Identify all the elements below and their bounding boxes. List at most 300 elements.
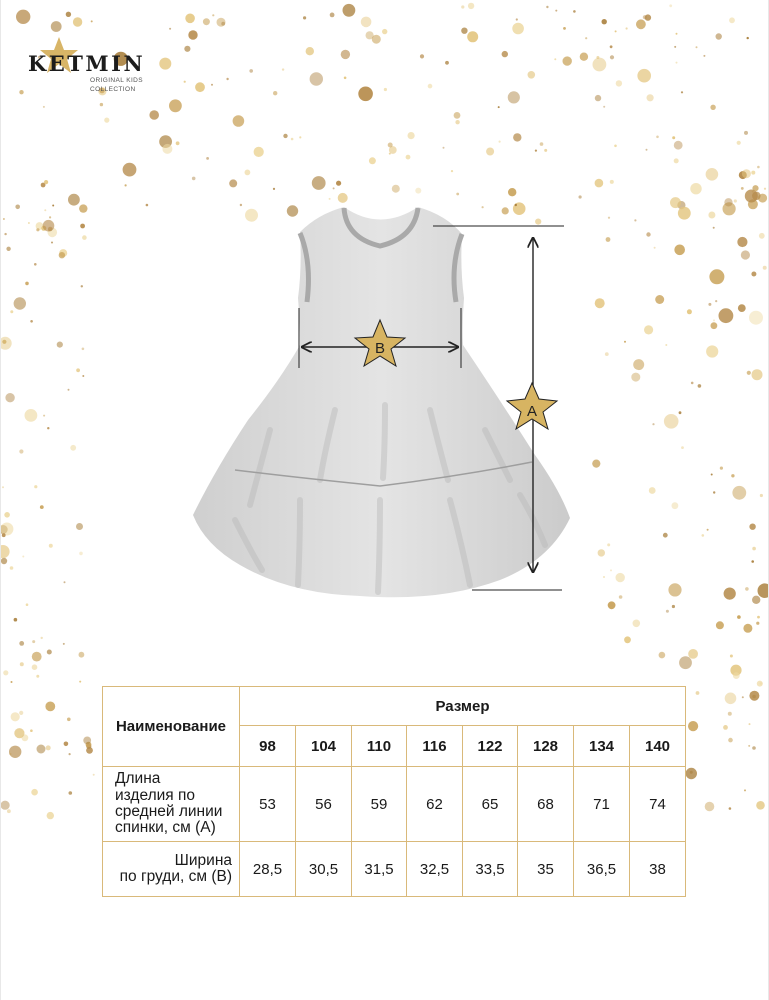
confetti-dot [610,45,613,48]
confetti-dot [546,6,548,8]
confetti-dot [57,342,63,348]
confetti-dot [757,616,760,619]
confetti-dot [760,494,763,497]
confetti-dot [184,81,186,83]
confetti-dot [720,467,723,470]
confetti-dot [467,31,478,42]
confetti-dot [45,702,55,712]
confetti-dot [1,801,10,810]
confetti-dot [15,205,20,210]
confetti-dot [672,136,675,139]
confetti-dot [273,188,275,190]
confetti-dot [672,502,679,509]
confetti-dot [341,50,350,59]
confetti-dot [679,656,692,669]
confetti-dot [80,224,85,229]
confetti-dot [580,53,588,61]
confetti-dot [389,153,391,155]
confetti-dot [64,742,69,747]
confetti-dot [737,237,747,247]
confetti-dot [468,3,474,9]
confetti-dot [420,54,424,58]
confetti-dot [674,158,679,163]
confetti-dot [729,807,732,810]
table-cell: 71 [574,767,630,842]
confetti-dot [82,235,87,240]
logo-tagline-line1: ORIGINAL KIDS [90,77,143,84]
confetti-dot [655,295,664,304]
confetti-dot [603,576,605,578]
confetti-dot [725,693,737,705]
confetti-dot [608,217,610,219]
confetti-dot [603,106,605,108]
confetti-dot [195,82,205,92]
row-label-line: изделия по [115,786,195,804]
confetti-dot [633,359,644,370]
confetti-dot [14,618,18,622]
confetti-dot [26,603,29,606]
confetti-dot [636,19,646,29]
confetti-dot [595,179,604,188]
measure-a-label: A [526,403,538,420]
table-cell: 62 [407,767,463,842]
confetti-dot [676,62,678,64]
confetti-dot [624,636,631,643]
confetti-dot [49,544,53,548]
confetti-dot [79,552,83,556]
confetti-dot [715,300,717,302]
confetti-dot [79,681,81,683]
confetti-dot [454,112,461,119]
row-label-line: Ширина [174,851,232,869]
confetti-dot [76,368,80,372]
confetti-dot [747,37,749,39]
confetti-dot [744,789,746,791]
confetti-dot [388,143,393,148]
confetti-dot [585,37,587,39]
confetti-dot [28,222,30,224]
confetti-dot [738,304,746,312]
table-cell: 53 [240,767,296,842]
confetti-dot [0,545,10,558]
confetti-dot [634,219,636,221]
confetti-dot [752,547,756,551]
confetti-dot [707,529,709,531]
confetti-dot [282,68,284,70]
confetti-dot [44,209,46,211]
confetti-dot [146,204,149,207]
confetti-dot [702,534,705,537]
confetti-dot [747,371,751,375]
size-header-cell: 128 [518,726,574,767]
confetti-dot [10,566,14,570]
confetti-dot [748,745,750,747]
confetti-dot [14,728,24,738]
confetti-dot [73,17,82,26]
size-header-cell: 134 [574,726,630,767]
confetti-dot [729,17,735,23]
size-header-cell: 98 [240,726,296,767]
confetti-dot [303,16,306,19]
dress-measurement-diagram [180,195,600,605]
confetti-dot [192,177,196,181]
confetti-dot [369,157,376,164]
confetti-dot [20,662,24,666]
confetti-dot [730,655,733,658]
confetti-dot [749,311,763,325]
confetti-dot [25,409,38,422]
confetti-dot [47,650,52,655]
confetti-dot [34,263,37,266]
confetti-dot [687,309,692,314]
confetti-dot [691,382,694,385]
confetti-dot [67,718,71,722]
confetti-dot [93,774,95,776]
measure-a-star [507,383,557,429]
confetti-dot [616,573,625,582]
confetti-dot [11,712,20,721]
confetti-dot [445,61,449,65]
table-cell: 32,5 [407,842,463,897]
size-column-header: Размер [240,687,686,726]
confetti-dot [737,615,741,619]
confetti-dot [10,310,13,313]
table-cell: 74 [630,767,686,842]
confetti-dot [211,84,213,86]
confetti-dot [733,672,740,679]
logo-tagline-line2: COLLECTION [90,86,136,93]
confetti-dot [34,485,37,488]
confetti-dot [221,22,225,26]
confetti-dot [745,587,749,591]
confetti-dot [757,166,760,169]
table-cell: 33,5 [463,842,518,897]
size-header-cell: 140 [630,726,686,767]
confetti-dot [43,220,55,232]
confetti-dot [44,180,48,184]
confetti-dot [1,558,7,564]
confetti-dot [11,681,13,683]
confetti-dot [752,192,761,201]
confetti-dot [392,185,400,193]
size-header-cell: 122 [463,726,518,767]
confetti-dot [646,149,648,151]
confetti-dot [169,28,171,30]
confetti-dot [751,171,755,175]
confetti-dot [226,78,228,80]
confetti-dot [51,21,62,32]
confetti-dot [5,393,14,402]
confetti-dot [0,337,12,350]
confetti-dot [83,737,91,745]
confetti-dot [555,10,557,12]
confetti-dot [760,682,763,685]
confetti-dot [728,712,732,716]
confetti-dot [455,120,459,124]
confetti-dot [724,198,732,206]
confetti-dot [185,13,195,23]
confetti-dot [681,91,683,93]
table-cell: 31,5 [352,842,407,897]
confetti-dot [361,17,372,28]
confetti-dot [610,55,614,59]
table-cell: 28,5 [240,842,296,897]
confetti-dot [713,227,715,229]
confetti-dot [749,691,759,701]
confetti-dot [615,30,617,32]
confetti-dot [711,322,718,329]
confetti-dot [668,583,681,596]
confetti-dot [696,46,698,48]
confetti-dot [719,308,734,323]
confetti-dot [649,487,656,494]
confetti-dot [637,69,651,83]
confetti-dot [708,303,711,306]
confetti-dot [451,170,453,172]
confetti-dot [14,297,26,309]
confetti-dot [513,133,521,141]
confetti-dot [607,543,610,546]
confetti-dot [731,474,734,477]
confetti-dot [64,581,66,583]
confetti-dot [713,491,715,493]
logo-brand-text: KETMIN [28,51,146,76]
confetti-dot [624,341,626,343]
ketmin-logo [28,40,168,100]
confetti-dot [706,168,719,181]
confetti-dot [670,197,681,208]
confetti-dot [86,747,93,754]
confetti-dot [737,141,741,145]
size-chart-table [102,686,686,897]
confetti-dot [79,652,85,658]
confetti-dot [508,91,520,103]
confetti-dot [343,4,356,17]
confetti-dot [595,95,601,101]
confetti-dot [212,14,214,16]
confetti-dot [312,176,326,190]
confetti-dot [744,131,748,135]
confetti-dot [573,10,576,13]
confetti-dot [656,136,659,139]
confetti-dot [162,144,172,154]
confetti-dot [610,569,612,571]
confetti-dot [664,414,679,429]
confetti-dot [59,252,65,258]
table-cell: 30,5 [296,842,352,897]
confetti-dot [32,640,35,643]
confetti-dot [709,269,724,284]
confetti-dot [606,237,611,242]
confetti-dot [443,147,445,149]
confetti-dot [614,145,617,148]
confetti-dot [176,141,180,145]
confetti-dot [716,621,724,629]
confetti-dot [47,427,49,429]
confetti-dot [728,738,733,743]
confetti-dot [724,588,736,600]
confetti-dot [299,136,301,138]
confetti-dot [756,622,759,625]
size-header-cell: 104 [296,726,352,767]
confetti-dot [749,524,755,530]
confetti-dot [751,272,756,277]
table-cell: 59 [352,767,407,842]
confetti-dot [734,199,737,202]
confetti-dot [502,51,508,57]
confetti-dot [91,20,93,22]
confetti-dot [732,486,746,500]
confetti-dot [366,31,374,39]
confetti-dot [358,87,373,102]
confetti-dot [742,696,744,698]
confetti-dot [752,369,763,380]
confetti-dot [47,812,54,819]
table-cell: 65 [463,767,518,842]
confetti-dot [3,670,8,675]
table-row-length [103,767,686,842]
confetti-dot [291,138,294,141]
confetti-dot [245,170,251,176]
confetti-dot [25,282,29,286]
confetti-dot [9,746,21,758]
confetti-dot [4,512,10,518]
confetti-dot [310,72,323,85]
row-label-chest [103,842,240,897]
confetti-dot [40,505,44,509]
confetti-dot [82,348,85,351]
table-cell: 68 [518,767,574,842]
confetti-dot [703,55,705,57]
confetti-dot [68,194,80,206]
confetti-dot [672,605,675,608]
confetti-dot [184,46,190,52]
confetti-dot [666,610,669,613]
confetti-dot [688,721,698,731]
confetti-dot [708,212,715,219]
confetti-dot [688,649,698,659]
confetti-dot [674,46,676,48]
confetti-dot [2,533,6,537]
confetti-dot [528,71,536,79]
confetti-dot [125,184,127,186]
confetti-dot [698,384,702,388]
table-cell: 35 [518,842,574,897]
confetti-dot [408,132,415,139]
confetti-dot [81,285,83,287]
confetti-dot [633,620,641,628]
confetti-dot [647,94,654,101]
confetti-dot [674,141,683,150]
table-cell: 38 [630,842,686,897]
row-label-line: спинки, см (А) [115,819,216,837]
confetti-dot [203,18,210,25]
confetti-dot [759,233,765,239]
confetti-dot [52,205,54,207]
confetti-dot [82,375,84,377]
confetti-dot [19,90,23,94]
confetti-dot [743,624,752,633]
confetti-dot [544,149,547,152]
confetti-dot [6,247,10,251]
confetti-dot [69,791,73,795]
confetti-dot [741,250,750,259]
size-header-cell: 110 [352,726,407,767]
confetti-dot [41,637,43,639]
confetti-dot [690,771,693,774]
confetti-dot [674,245,685,256]
confetti-dot [69,753,71,755]
confetti-dot [37,745,46,754]
confetti-dot [690,183,701,194]
confetti-dot [696,691,700,695]
confetti-dot [645,14,651,20]
confetti-dot [596,56,599,59]
confetti-dot [344,77,347,80]
confetti-dot [705,802,715,812]
confetti-dot [535,150,537,152]
confetti-dot [19,641,24,646]
confetti-dot [619,595,623,599]
confetti-dot [229,179,237,187]
confetti-dot [516,18,518,20]
confetti-dot [169,99,182,112]
confetti-dot [665,344,667,346]
confetti-dot [659,652,666,659]
confetti-dot [540,142,544,146]
left-border-line [0,0,1,1000]
table-cell: 56 [296,767,352,842]
confetti-dot [752,746,756,750]
confetti-dot [663,533,668,538]
confetti-dot [249,69,253,73]
confetti-dot [723,725,728,730]
confetti-dot [36,228,39,231]
confetti-dot [49,216,51,218]
confetti-dot [676,33,678,35]
confetti-dot [16,10,30,24]
confetti-dot [384,88,387,91]
confetti-dot [461,28,467,34]
row-label-length [103,767,240,842]
confetti-dot [626,27,628,29]
confetti-dot [19,711,23,715]
row-label-line: Длина [115,770,161,788]
row-label-line: по груди, см (В) [119,868,232,885]
confetti-dot [30,729,33,732]
confetti-dot [415,188,421,194]
confetti-dot [233,115,245,127]
confetti-dot [461,5,464,8]
confetti-dot [66,12,71,17]
confetti-dot [51,242,53,244]
confetti-dot [713,319,715,321]
confetti-dot [19,449,23,453]
confetti-dot [756,801,765,810]
confetti-dot [63,643,65,645]
confetti-dot [68,389,70,391]
confetti-dot [499,141,501,143]
confetti-dot [512,23,524,35]
confetti-dot [554,58,556,60]
confetti-dot [652,423,654,425]
confetti-dot [2,486,4,488]
confetti-dot [104,118,109,123]
confetti-dot [406,155,411,160]
size-header-cell: 116 [407,726,463,767]
confetti-dot [563,56,572,65]
confetti-dot [283,134,287,138]
